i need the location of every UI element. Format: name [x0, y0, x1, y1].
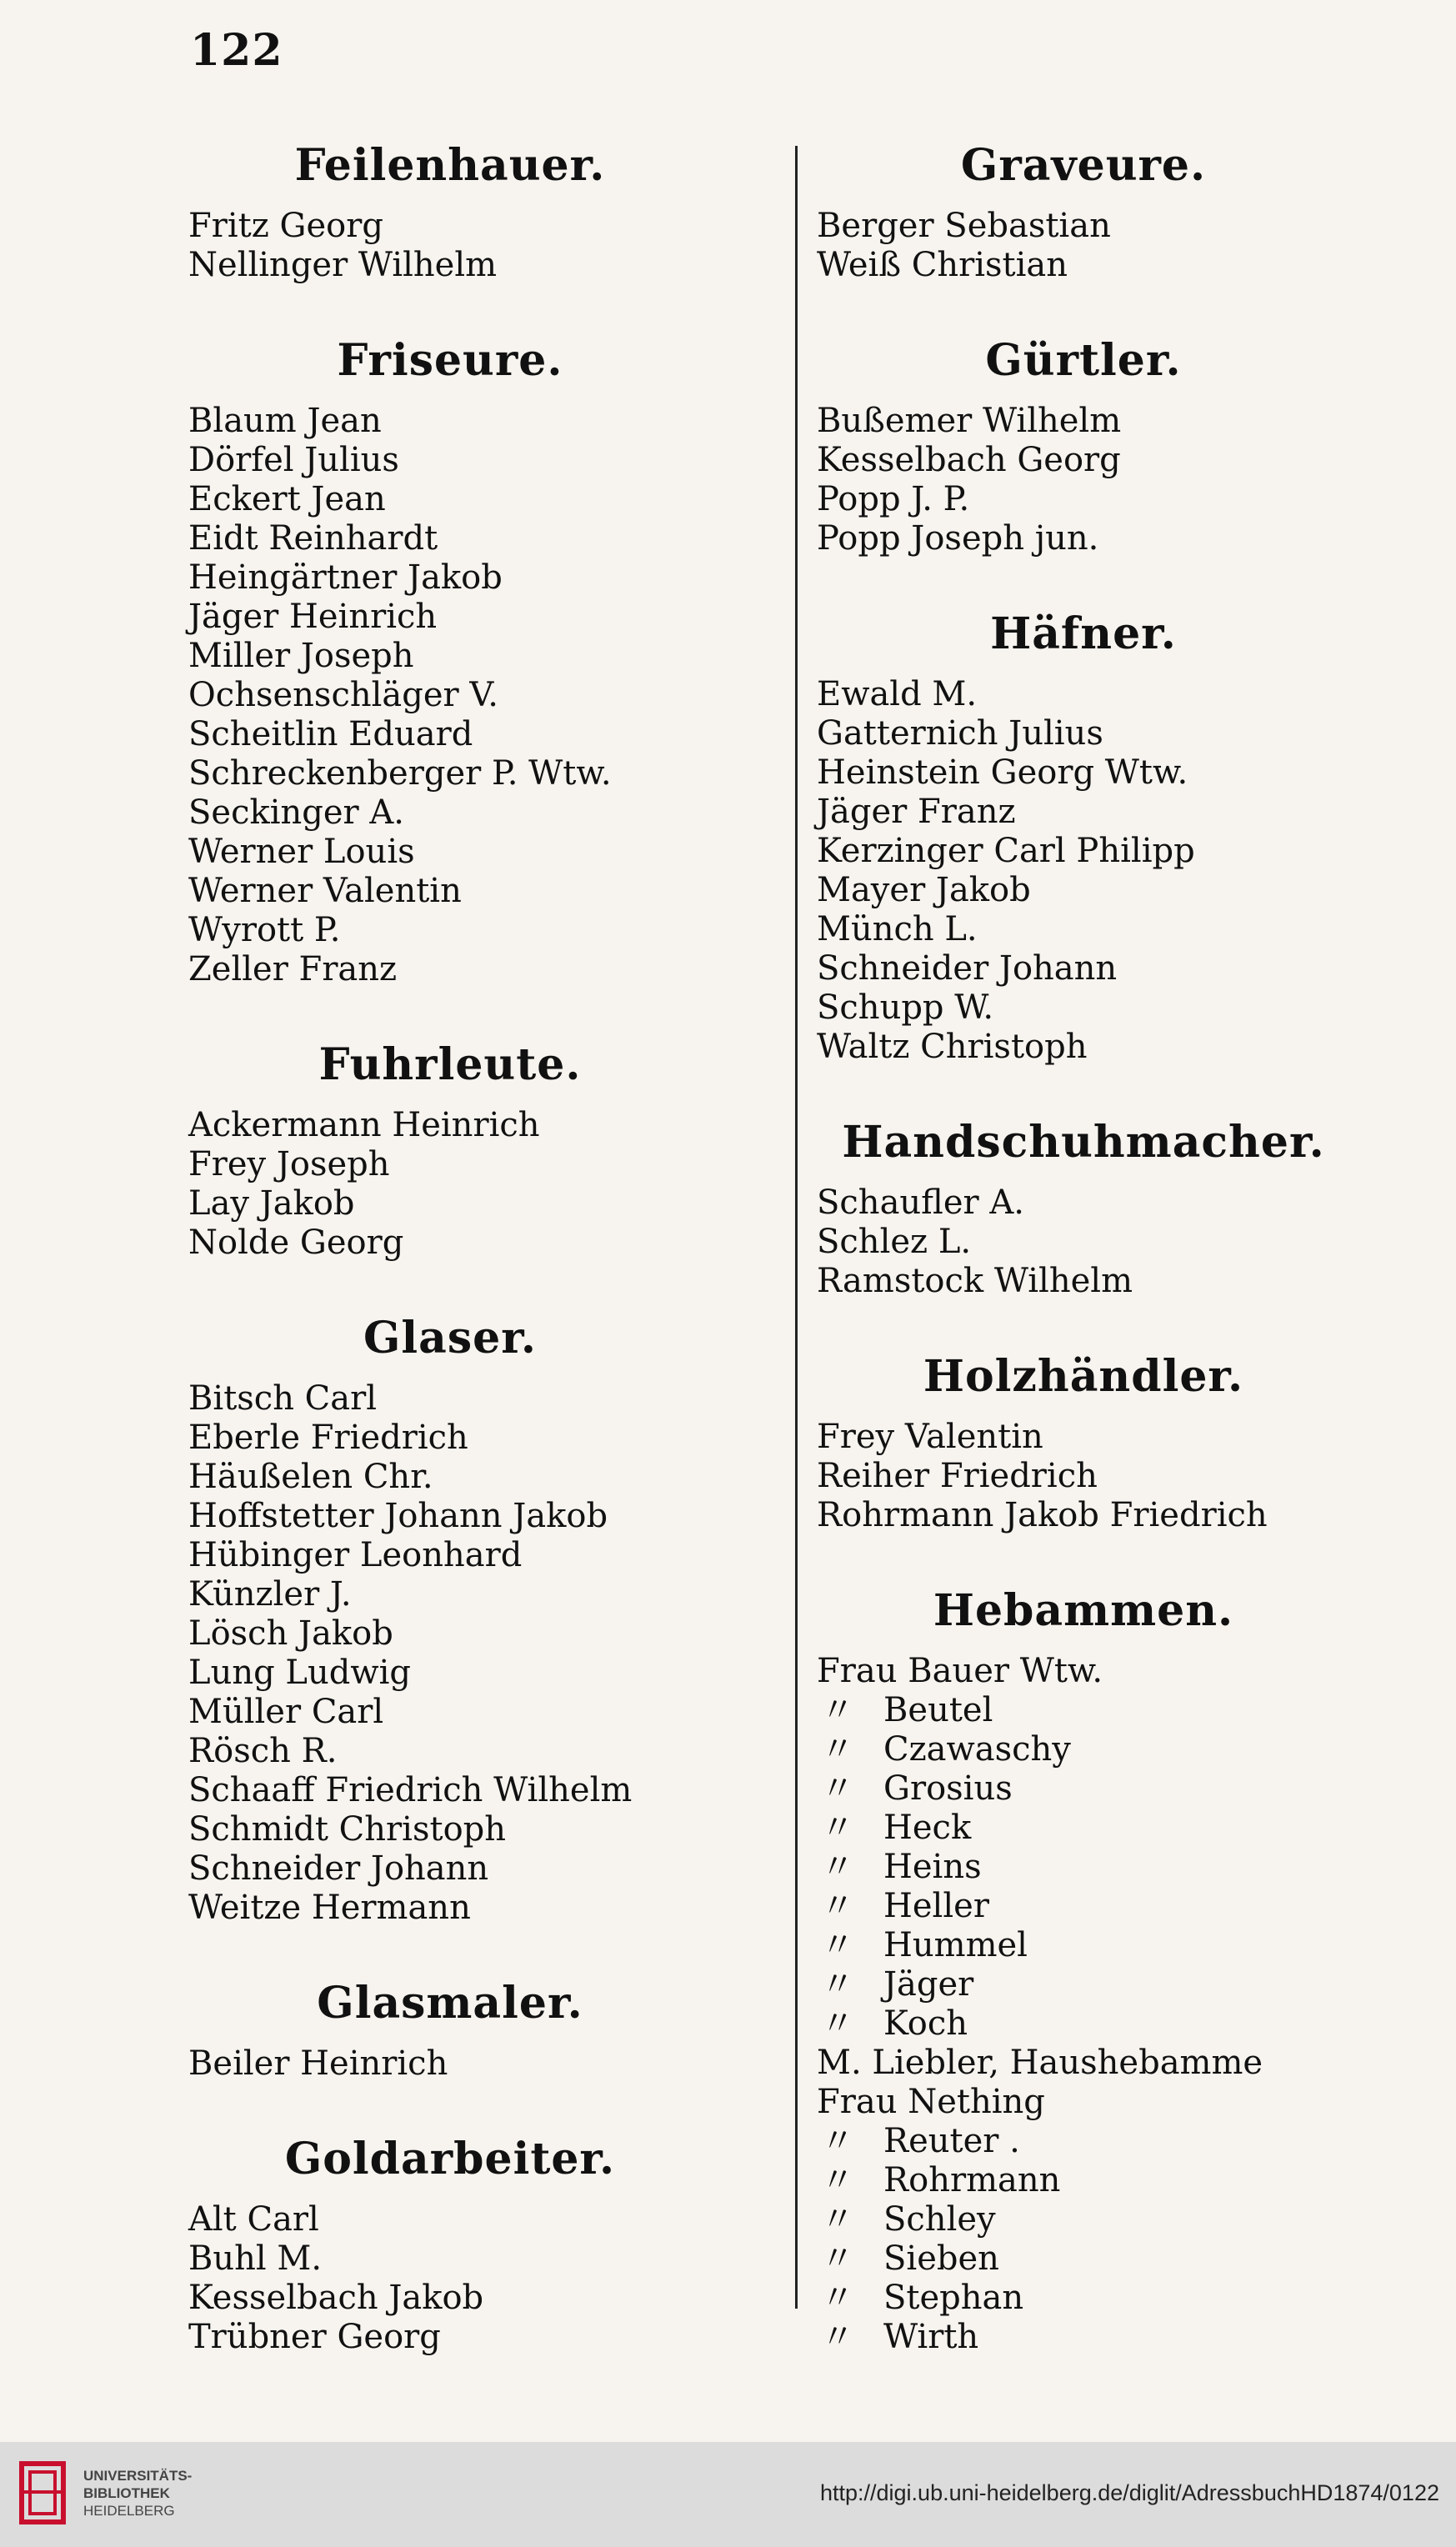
- list-item: Blaum Jean: [188, 402, 382, 440]
- list-item: [792, 1730, 1375, 1769]
- entry-name: Reuter .: [883, 2122, 1020, 2160]
- list-item: Künzler J.: [188, 1575, 352, 1614]
- section-heading: Feilenhauer.: [294, 140, 606, 191]
- list-item: Berger Sebastian: [817, 207, 1111, 245]
- list-item: [792, 1965, 1375, 2004]
- section-heading: Goldarbeiter.: [284, 2134, 616, 2184]
- list-item: Frau Nething: [817, 2083, 1045, 2121]
- ditto-mark: 〃: [821, 1730, 854, 1769]
- entry-list: [792, 1183, 1375, 1301]
- list-item: [792, 1887, 1375, 1926]
- entry-name: Wirth: [883, 2318, 979, 2356]
- list-item: Schlez L.: [817, 1223, 972, 1261]
- list-item: Ewald M.: [817, 675, 978, 713]
- list-item: Lösch Jakob: [188, 1614, 393, 1653]
- list-item: Wyrott P.: [188, 911, 341, 949]
- list-item: Weiß Christian: [817, 246, 1068, 284]
- list-item: Kesselbach Georg: [817, 441, 1121, 479]
- list-item: Schneider Johann: [817, 949, 1118, 988]
- list-item: Bitsch Carl: [188, 1379, 378, 1418]
- list-item: [792, 2318, 1375, 2357]
- entry-name: Beutel: [883, 1691, 993, 1729]
- list-item: Kerzinger Carl Philipp: [817, 832, 1195, 870]
- section: [142, 2127, 758, 2357]
- list-item: Heinstein Georg Wtw.: [817, 753, 1188, 792]
- section: [792, 328, 1375, 558]
- list-item: [792, 1926, 1375, 1965]
- library-name-line2: BIBLIOTHEK: [83, 2485, 170, 2501]
- section-heading: Häfner.: [990, 608, 1177, 659]
- list-item: Lay Jakob: [188, 1184, 355, 1223]
- list-item: Dörfel Julius: [188, 441, 399, 479]
- entry-name: Heller: [883, 1887, 989, 1925]
- list-item: Münch L.: [817, 910, 978, 948]
- entry-list: [142, 2200, 758, 2357]
- ditto-mark: 〃: [821, 2004, 854, 2043]
- section-heading: Glasmaler.: [317, 1978, 583, 2029]
- ditto-mark: 〃: [821, 2161, 854, 2199]
- list-item: [792, 2279, 1375, 2318]
- section: [142, 1306, 758, 1928]
- list-item: Werner Louis: [188, 833, 415, 871]
- list-item: [792, 1691, 1375, 1730]
- list-item: [792, 2239, 1375, 2279]
- entry-name: Schley: [883, 2200, 996, 2239]
- section-heading: Holzhändler.: [923, 1351, 1244, 1402]
- entry-name: Heins: [883, 1848, 982, 1886]
- section: [792, 133, 1375, 285]
- list-item: Trübner Georg: [188, 2318, 441, 2356]
- list-item: Häußelen Chr.: [188, 1458, 433, 1496]
- list-item: Popp J. P.: [817, 480, 970, 518]
- list-item: Schupp W.: [817, 988, 994, 1027]
- list-item: Popp Joseph jun.: [817, 519, 1099, 558]
- entry-list: [792, 402, 1375, 558]
- section: [792, 1110, 1375, 1301]
- list-item: Hübinger Leonhard: [188, 1536, 523, 1574]
- section-heading: Handschuhmacher.: [842, 1117, 1325, 1168]
- list-item: Schaufler A.: [817, 1183, 1024, 1222]
- list-item: Schneider Johann: [188, 1849, 489, 1888]
- list-item: [792, 2200, 1375, 2239]
- list-item: Nellinger Wilhelm: [188, 246, 498, 284]
- section-heading: Fuhrleute.: [318, 1039, 582, 1090]
- list-item: Rösch R.: [188, 1732, 338, 1770]
- entry-name: Grosius: [883, 1769, 1013, 1808]
- library-logo-icon: [17, 2459, 75, 2530]
- list-item: Eckert Jean: [188, 480, 386, 518]
- list-item: Ochsenschläger V.: [188, 676, 498, 714]
- list-item: Mayer Jakob: [817, 871, 1031, 909]
- entry-list: [142, 2044, 758, 2084]
- section: [792, 1579, 1375, 2357]
- page-number: 122: [190, 25, 283, 76]
- list-item: [792, 2004, 1375, 2044]
- section-heading: Hebammen.: [933, 1585, 1234, 1636]
- list-item: Müller Carl: [188, 1693, 384, 1731]
- ditto-mark: 〃: [821, 1848, 854, 1886]
- list-item: Rohrmann Jakob Friedrich: [817, 1496, 1268, 1534]
- left-column: [142, 133, 758, 2400]
- entry-name: Heck: [883, 1809, 972, 1847]
- footer-bar: [0, 2442, 1456, 2547]
- list-item: Kesselbach Jakob: [188, 2279, 484, 2317]
- list-item: [792, 2161, 1375, 2200]
- library-name-line1: UNIVERSITÄTS-: [83, 2468, 193, 2484]
- ditto-mark: 〃: [821, 1691, 854, 1729]
- entry-list: [792, 207, 1375, 285]
- list-item: Beiler Heinrich: [188, 2044, 448, 2083]
- section: [792, 602, 1375, 1067]
- ditto-mark: 〃: [821, 1887, 854, 1925]
- list-item: Jäger Heinrich: [188, 598, 438, 636]
- list-item: Schaaff Friedrich Wilhelm: [188, 1771, 633, 1809]
- list-item: Ramstock Wilhelm: [817, 1262, 1133, 1300]
- list-item: Frey Valentin: [817, 1418, 1043, 1456]
- list-item: Scheitlin Eduard: [188, 715, 473, 753]
- entry-name: Czawaschy: [883, 1730, 1071, 1769]
- list-item: Ackermann Heinrich: [188, 1106, 540, 1144]
- section: [792, 1344, 1375, 1535]
- entry-name: Jäger: [883, 1965, 974, 2004]
- list-item: Frey Joseph: [188, 1145, 390, 1183]
- list-item: Gatternich Julius: [817, 714, 1103, 753]
- list-item: Seckinger A.: [188, 793, 404, 832]
- list-item: [792, 1848, 1375, 1887]
- section: [142, 328, 758, 989]
- list-item: Heingärtner Jakob: [188, 558, 503, 597]
- ditto-mark: 〃: [821, 1809, 854, 1847]
- entry-name: Hummel: [883, 1926, 1028, 1964]
- entry-list: [142, 1379, 758, 1928]
- ditto-mark: 〃: [821, 2122, 854, 2160]
- ditto-mark: 〃: [821, 1769, 854, 1808]
- ditto-mark: 〃: [821, 2239, 854, 2278]
- list-item: Zeller Franz: [188, 950, 398, 988]
- entry-list: [792, 1418, 1375, 1535]
- source-url[interactable]: http://digi.ub.uni-heidelberg.de/diglit/AdressbuchHD1874/0122: [819, 2480, 1439, 2505]
- ditto-mark: 〃: [821, 2279, 854, 2317]
- ditto-mark: 〃: [821, 2318, 854, 2356]
- list-item: Bußemer Wilhelm: [817, 402, 1122, 440]
- section-heading: Glaser.: [363, 1313, 537, 1364]
- list-item: Weitze Hermann: [188, 1889, 471, 1927]
- entry-name: Koch: [883, 2004, 968, 2043]
- entry-list: [142, 1106, 758, 1263]
- section-heading: Graveure.: [960, 140, 1207, 191]
- section-heading: Friseure.: [337, 335, 563, 386]
- entry-list: [792, 1652, 1375, 2357]
- entry-name: Sieben: [883, 2239, 999, 2278]
- list-item: Hoffstetter Johann Jakob: [188, 1497, 608, 1535]
- list-item: Schmidt Christoph: [188, 1810, 507, 1849]
- entry-name: Stephan: [883, 2279, 1024, 2317]
- list-item: Fritz Georg: [188, 207, 383, 245]
- entry-list: [142, 207, 758, 285]
- list-item: Werner Valentin: [188, 872, 462, 910]
- ditto-mark: 〃: [821, 1965, 854, 2004]
- section-heading: Gürtler.: [985, 335, 1182, 386]
- list-item: Reiher Friedrich: [817, 1457, 1098, 1495]
- list-item: Lung Ludwig: [188, 1654, 411, 1692]
- library-name-line3: HEIDELBERG: [83, 2503, 175, 2519]
- list-item: Jäger Franz: [817, 793, 1016, 831]
- section: [142, 1033, 758, 1263]
- entry-list: [142, 402, 758, 989]
- list-item: [792, 2122, 1375, 2161]
- list-item: [792, 1809, 1375, 1848]
- list-item: Alt Carl: [188, 2200, 319, 2239]
- list-item: Waltz Christoph: [817, 1028, 1088, 1066]
- ditto-mark: 〃: [821, 1926, 854, 1964]
- list-item: Frau Bauer Wtw.: [817, 1652, 1103, 1690]
- ditto-mark: 〃: [821, 2200, 854, 2239]
- section: [142, 1971, 758, 2084]
- section: [142, 133, 758, 285]
- list-item: Nolde Georg: [188, 1223, 404, 1262]
- entry-name: Rohrmann: [883, 2161, 1061, 2199]
- list-item: Eidt Reinhardt: [188, 519, 438, 558]
- list-item: Schreckenberger P. Wtw.: [188, 754, 612, 793]
- list-item: Eberle Friedrich: [188, 1419, 468, 1457]
- list-item: [792, 1769, 1375, 1809]
- library-name: [83, 2467, 192, 2519]
- list-item: Miller Joseph: [188, 637, 414, 675]
- entry-list: [792, 675, 1375, 1067]
- right-column: [792, 133, 1375, 2400]
- list-item: Buhl M.: [188, 2239, 323, 2278]
- list-item: M. Liebler, Haushebamme: [817, 2044, 1263, 2082]
